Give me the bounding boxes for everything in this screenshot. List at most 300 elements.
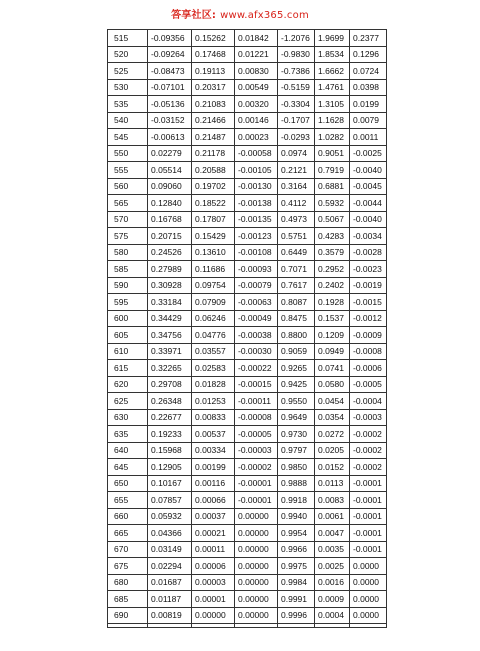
table-cell: 0.5932 <box>315 195 350 212</box>
table-cell: 0.16768 <box>148 211 192 228</box>
table-cell: 0.1928 <box>315 294 350 311</box>
table-cell: 0.00199 <box>192 459 235 476</box>
table-cell: 0.0011 <box>350 129 387 146</box>
table-cell: 580 <box>108 244 148 261</box>
table-row <box>108 277 387 294</box>
table-cell: 0.01687 <box>148 574 192 591</box>
table-cell: 0.1537 <box>315 310 350 327</box>
table-cell: -0.0001 <box>350 525 387 542</box>
table-cell: 0.00000 <box>235 558 278 575</box>
table-cell: -0.00001 <box>235 492 278 509</box>
table-cell: 0.07909 <box>192 294 235 311</box>
table-cell: -0.0006 <box>350 360 387 377</box>
table-row <box>108 360 387 377</box>
table-cell: 0.8800 <box>278 327 315 344</box>
table-cell: 645 <box>108 459 148 476</box>
table-cell: 0.9975 <box>278 558 315 575</box>
table-row <box>108 591 387 608</box>
table-row <box>108 112 387 129</box>
table-cell: -0.0023 <box>350 261 387 278</box>
table-cell: 0.3579 <box>315 244 350 261</box>
table-cell: 690 <box>108 607 148 624</box>
table-cell: 0.10167 <box>148 475 192 492</box>
table-cell: 0.0974 <box>278 145 315 162</box>
table-cell: 0.32265 <box>148 360 192 377</box>
table-row-cutoff <box>108 624 387 628</box>
table-cell: -0.0044 <box>350 195 387 212</box>
table-cell: 540 <box>108 112 148 129</box>
table-cell: 0.5751 <box>278 228 315 245</box>
table-cell: 0.4112 <box>278 195 315 212</box>
table-cell: 0.21487 <box>192 129 235 146</box>
table-cell: -0.00058 <box>235 145 278 162</box>
table-cell: -0.0015 <box>350 294 387 311</box>
table-cell: 0.0724 <box>350 63 387 80</box>
table-cell: 560 <box>108 178 148 195</box>
table-row <box>108 541 387 558</box>
table-row <box>108 244 387 261</box>
table-cell: -0.03152 <box>148 112 192 129</box>
table-cell <box>278 624 315 628</box>
table-cell: 0.00549 <box>235 79 278 96</box>
table-cell: 0.00066 <box>192 492 235 509</box>
table-cell: 635 <box>108 426 148 443</box>
table-row <box>108 261 387 278</box>
table-cell: 0.06246 <box>192 310 235 327</box>
table-cell: -0.00138 <box>235 195 278 212</box>
table-cell: 525 <box>108 63 148 80</box>
table-cell: 0.20588 <box>192 162 235 179</box>
table-cell: 0.0741 <box>315 360 350 377</box>
table-cell: 0.0152 <box>315 459 350 476</box>
table-cell: -0.00079 <box>235 277 278 294</box>
table-row <box>108 426 387 443</box>
table-cell: 570 <box>108 211 148 228</box>
table-cell: 0.00146 <box>235 112 278 129</box>
table-cell: -0.00108 <box>235 244 278 261</box>
table-cell: -0.0009 <box>350 327 387 344</box>
table-cell: 0.9954 <box>278 525 315 542</box>
table-cell: 0.00000 <box>235 508 278 525</box>
table-cell: 0.01842 <box>235 30 278 47</box>
table-cell: -0.00011 <box>235 393 278 410</box>
table-cell: 0.33184 <box>148 294 192 311</box>
table-cell: 660 <box>108 508 148 525</box>
table-cell <box>350 624 387 628</box>
table-cell: 0.21178 <box>192 145 235 162</box>
table-cell: 0.02279 <box>148 145 192 162</box>
table-cell: 0.04366 <box>148 525 192 542</box>
table-cell: 535 <box>108 96 148 113</box>
table-cell: -0.0025 <box>350 145 387 162</box>
table-cell: -1.2076 <box>278 30 315 47</box>
table-cell: 0.00537 <box>192 426 235 443</box>
table-cell: 0.26348 <box>148 393 192 410</box>
table-cell: -0.0001 <box>350 508 387 525</box>
table-cell: -0.0001 <box>350 492 387 509</box>
table-cell: 0.17807 <box>192 211 235 228</box>
table-row <box>108 492 387 509</box>
table-cell: 0.9649 <box>278 409 315 426</box>
table-cell: 0.0272 <box>315 426 350 443</box>
table-cell: 0.6881 <box>315 178 350 195</box>
table-cell: 685 <box>108 591 148 608</box>
table-cell: 0.4973 <box>278 211 315 228</box>
table-cell: 0.0949 <box>315 343 350 360</box>
table-row <box>108 129 387 146</box>
table-cell: 0.0000 <box>350 607 387 624</box>
table-cell: 0.2402 <box>315 277 350 294</box>
table-cell <box>108 624 148 628</box>
table-cell: 0.15968 <box>148 442 192 459</box>
table-cell: 575 <box>108 228 148 245</box>
table-cell: 0.00830 <box>235 63 278 80</box>
table-cell: -0.00049 <box>235 310 278 327</box>
table-cell: 0.29708 <box>148 376 192 393</box>
table-cell: 0.03149 <box>148 541 192 558</box>
table-cell: 0.0354 <box>315 409 350 426</box>
table-cell: 0.24526 <box>148 244 192 261</box>
table-cell: 0.0000 <box>350 591 387 608</box>
table-cell: 610 <box>108 343 148 360</box>
table-cell: 0.22677 <box>148 409 192 426</box>
table-row <box>108 228 387 245</box>
table-cell: -0.0028 <box>350 244 387 261</box>
table-cell: 0.0205 <box>315 442 350 459</box>
table-row <box>108 145 387 162</box>
table-cell: -0.00015 <box>235 376 278 393</box>
table-cell: 0.1209 <box>315 327 350 344</box>
table-cell <box>148 624 192 628</box>
table-cell: -0.9830 <box>278 46 315 63</box>
table-cell: 0.18522 <box>192 195 235 212</box>
table-row <box>108 178 387 195</box>
table-cell: 0.21466 <box>192 112 235 129</box>
table-cell: 0.05514 <box>148 162 192 179</box>
table-cell: 0.9051 <box>315 145 350 162</box>
table-cell: 0.00023 <box>235 129 278 146</box>
table-cell: -0.00130 <box>235 178 278 195</box>
table-cell: -0.00038 <box>235 327 278 344</box>
table-cell: 0.0000 <box>350 558 387 575</box>
table-cell: 0.00819 <box>148 607 192 624</box>
table-cell: 0.15262 <box>192 30 235 47</box>
table-cell: 565 <box>108 195 148 212</box>
table-cell: -0.08473 <box>148 63 192 80</box>
data-table <box>107 29 387 628</box>
table-cell: 0.30928 <box>148 277 192 294</box>
table-cell: 0.19702 <box>192 178 235 195</box>
table-cell: 0.9265 <box>278 360 315 377</box>
table-cell: 0.4283 <box>315 228 350 245</box>
table-cell: 0.21083 <box>192 96 235 113</box>
table-cell: 0.9850 <box>278 459 315 476</box>
table-cell: -0.00063 <box>235 294 278 311</box>
table-cell: -0.09264 <box>148 46 192 63</box>
table-cell: 1.4761 <box>315 79 350 96</box>
table-cell: 0.5067 <box>315 211 350 228</box>
table-cell: 0.0004 <box>315 607 350 624</box>
table-cell: 0.2121 <box>278 162 315 179</box>
table-cell: 1.6662 <box>315 63 350 80</box>
table-cell: 0.27989 <box>148 261 192 278</box>
table-cell: 0.04776 <box>192 327 235 344</box>
table-cell: -0.0002 <box>350 426 387 443</box>
table-cell: -0.00001 <box>235 475 278 492</box>
table-cell: 0.9991 <box>278 591 315 608</box>
table-row <box>108 393 387 410</box>
table-cell: -0.09356 <box>148 30 192 47</box>
table-row <box>108 310 387 327</box>
table-cell: 0.17468 <box>192 46 235 63</box>
table-cell: 590 <box>108 277 148 294</box>
table-row <box>108 162 387 179</box>
table-cell: 0.05932 <box>148 508 192 525</box>
table-cell: -0.0040 <box>350 211 387 228</box>
table-cell: 0.0000 <box>350 574 387 591</box>
table-cell: 0.20715 <box>148 228 192 245</box>
table-cell: -0.0012 <box>350 310 387 327</box>
table-row <box>108 211 387 228</box>
table-row <box>108 376 387 393</box>
table-cell: 0.9425 <box>278 376 315 393</box>
table-cell: 0.00000 <box>235 574 278 591</box>
table-cell: 0.00006 <box>192 558 235 575</box>
table-cell: -0.0002 <box>350 442 387 459</box>
table-row <box>108 343 387 360</box>
table-cell: 0.0454 <box>315 393 350 410</box>
table-cell: 620 <box>108 376 148 393</box>
table-cell: 530 <box>108 79 148 96</box>
table-cell: 0.0083 <box>315 492 350 509</box>
table-row <box>108 30 387 47</box>
table-cell: 0.9984 <box>278 574 315 591</box>
table-cell: -0.00135 <box>235 211 278 228</box>
table-row <box>108 96 387 113</box>
table-cell: 0.01187 <box>148 591 192 608</box>
table-cell: -0.00008 <box>235 409 278 426</box>
table-cell: 520 <box>108 46 148 63</box>
table-cell: 545 <box>108 129 148 146</box>
table-cell: -0.07101 <box>148 79 192 96</box>
table-cell: -0.5159 <box>278 79 315 96</box>
table-cell: 0.03557 <box>192 343 235 360</box>
table-cell: 0.7919 <box>315 162 350 179</box>
table-row <box>108 409 387 426</box>
table-cell: -0.0034 <box>350 228 387 245</box>
table-cell: -0.3304 <box>278 96 315 113</box>
table-cell: 0.9996 <box>278 607 315 624</box>
table-cell: 0.09754 <box>192 277 235 294</box>
table-cell: 0.0025 <box>315 558 350 575</box>
table-cell: 0.11686 <box>192 261 235 278</box>
table-cell: 1.8534 <box>315 46 350 63</box>
table-cell: 0.0580 <box>315 376 350 393</box>
table-cell: 630 <box>108 409 148 426</box>
table-cell: 655 <box>108 492 148 509</box>
table-cell: 665 <box>108 525 148 542</box>
table-cell: 0.9797 <box>278 442 315 459</box>
table-cell: 0.20317 <box>192 79 235 96</box>
watermark-url: www.afx365.com <box>220 10 309 21</box>
table-cell <box>192 624 235 628</box>
table-cell: 625 <box>108 393 148 410</box>
table-cell: 0.0398 <box>350 79 387 96</box>
table-cell: 615 <box>108 360 148 377</box>
table-cell: -0.0001 <box>350 475 387 492</box>
table-cell: 0.19233 <box>148 426 192 443</box>
table-cell: -0.00005 <box>235 426 278 443</box>
table-cell: 0.1296 <box>350 46 387 63</box>
table-cell: -0.00105 <box>235 162 278 179</box>
table-cell: 0.2377 <box>350 30 387 47</box>
table-cell: -0.0293 <box>278 129 315 146</box>
table-cell: 550 <box>108 145 148 162</box>
table-cell: 640 <box>108 442 148 459</box>
table-cell <box>315 624 350 628</box>
table-cell: -0.0004 <box>350 393 387 410</box>
table-cell: 0.09060 <box>148 178 192 195</box>
table-row <box>108 508 387 525</box>
table-cell: 515 <box>108 30 148 47</box>
table-cell: 0.9059 <box>278 343 315 360</box>
table-cell: 0.00833 <box>192 409 235 426</box>
table-cell: 600 <box>108 310 148 327</box>
table-row <box>108 195 387 212</box>
table-cell: -0.05136 <box>148 96 192 113</box>
table-cell: -0.00093 <box>235 261 278 278</box>
table-cell: 555 <box>108 162 148 179</box>
table-cell: 0.9940 <box>278 508 315 525</box>
table-cell: 0.0047 <box>315 525 350 542</box>
table-cell: -0.0001 <box>350 541 387 558</box>
table-cell: 0.02294 <box>148 558 192 575</box>
table-cell: -0.0005 <box>350 376 387 393</box>
table-cell: 1.1628 <box>315 112 350 129</box>
table-cell: 0.0061 <box>315 508 350 525</box>
watermark <box>0 6 480 21</box>
table-cell: 595 <box>108 294 148 311</box>
table-row <box>108 442 387 459</box>
table-cell: 0.9966 <box>278 541 315 558</box>
table-cell: 1.9699 <box>315 30 350 47</box>
table-cell: 0.7617 <box>278 277 315 294</box>
table-cell: 0.9730 <box>278 426 315 443</box>
table-cell: 0.34429 <box>148 310 192 327</box>
table-row <box>108 475 387 492</box>
table-cell: 0.00000 <box>192 607 235 624</box>
table-row <box>108 294 387 311</box>
table-cell: 1.0282 <box>315 129 350 146</box>
table-cell: -0.1707 <box>278 112 315 129</box>
watermark-logo: 答享社区: <box>171 10 217 21</box>
table-cell: 0.15429 <box>192 228 235 245</box>
table-cell: -0.00022 <box>235 360 278 377</box>
table-cell: 0.0113 <box>315 475 350 492</box>
table-cell <box>235 624 278 628</box>
table-cell: 0.9888 <box>278 475 315 492</box>
table-cell: 605 <box>108 327 148 344</box>
table-cell: 0.0079 <box>350 112 387 129</box>
table-cell: 0.00021 <box>192 525 235 542</box>
table-cell: 0.6449 <box>278 244 315 261</box>
table-row <box>108 327 387 344</box>
table-cell: 0.7071 <box>278 261 315 278</box>
table-cell: 0.00000 <box>235 541 278 558</box>
table-cell: 0.8087 <box>278 294 315 311</box>
table-cell: -0.7386 <box>278 63 315 80</box>
table-cell: 0.9550 <box>278 393 315 410</box>
table-row <box>108 607 387 624</box>
table-cell: -0.0002 <box>350 459 387 476</box>
table-row <box>108 525 387 542</box>
table-cell: 0.00000 <box>235 591 278 608</box>
table-cell: 1.3105 <box>315 96 350 113</box>
table-cell: 0.19113 <box>192 63 235 80</box>
table-cell: -0.0040 <box>350 162 387 179</box>
table-cell: 0.12840 <box>148 195 192 212</box>
table-cell: 0.0199 <box>350 96 387 113</box>
table-cell: 650 <box>108 475 148 492</box>
table-cell: 0.00320 <box>235 96 278 113</box>
table-cell: 0.3164 <box>278 178 315 195</box>
table-cell: 0.00001 <box>192 591 235 608</box>
table-body <box>108 30 387 628</box>
table-cell: -0.0045 <box>350 178 387 195</box>
table-cell: 585 <box>108 261 148 278</box>
table-row <box>108 459 387 476</box>
table-cell: 0.33971 <box>148 343 192 360</box>
table-cell: 0.01253 <box>192 393 235 410</box>
table-cell: 0.2952 <box>315 261 350 278</box>
table-cell: 680 <box>108 574 148 591</box>
table-row <box>108 574 387 591</box>
table-cell: 0.00037 <box>192 508 235 525</box>
table-row <box>108 46 387 63</box>
table-row <box>108 558 387 575</box>
table-cell: 0.8475 <box>278 310 315 327</box>
table-cell: 0.00116 <box>192 475 235 492</box>
table-cell: -0.00613 <box>148 129 192 146</box>
table-row <box>108 79 387 96</box>
table-cell: 0.07857 <box>148 492 192 509</box>
table-cell: 0.00000 <box>235 607 278 624</box>
table-cell: 0.00011 <box>192 541 235 558</box>
table-cell: 0.01221 <box>235 46 278 63</box>
table-row <box>108 63 387 80</box>
table-cell: -0.0003 <box>350 409 387 426</box>
table-cell: 0.01828 <box>192 376 235 393</box>
table-cell: 0.13610 <box>192 244 235 261</box>
table-cell: 0.00000 <box>235 525 278 542</box>
table-cell: 0.00003 <box>192 574 235 591</box>
table-cell: 0.9918 <box>278 492 315 509</box>
table-cell: 0.02583 <box>192 360 235 377</box>
table-cell: -0.00123 <box>235 228 278 245</box>
table-cell: -0.00002 <box>235 459 278 476</box>
table-cell: 0.34756 <box>148 327 192 344</box>
table-cell: -0.00030 <box>235 343 278 360</box>
table-cell: 0.12905 <box>148 459 192 476</box>
table-cell: -0.00003 <box>235 442 278 459</box>
table-cell: -0.0019 <box>350 277 387 294</box>
table-cell: 0.0035 <box>315 541 350 558</box>
table-cell: 670 <box>108 541 148 558</box>
table-cell: 0.0009 <box>315 591 350 608</box>
table-cell: 0.00334 <box>192 442 235 459</box>
table-cell: 0.0016 <box>315 574 350 591</box>
table-cell: 675 <box>108 558 148 575</box>
